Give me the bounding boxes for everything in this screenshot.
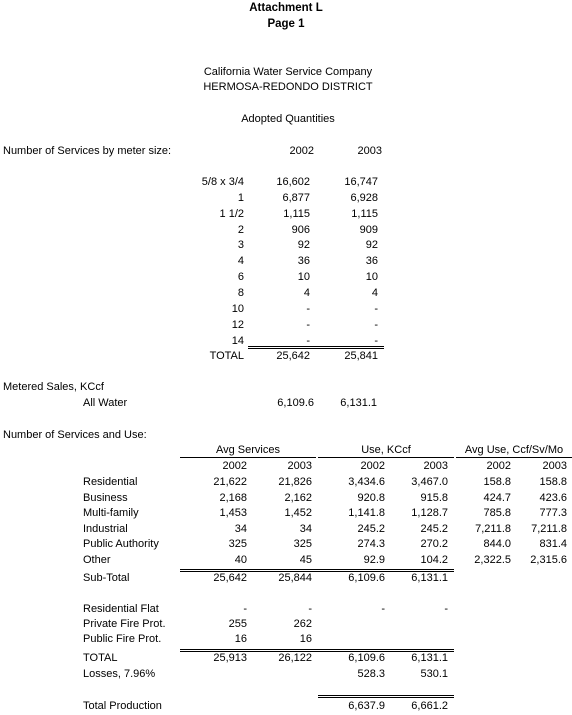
use-row-value: 7,211.8 (475, 523, 511, 535)
meter-size-label: 10 (231, 303, 244, 315)
meter-value-2003: 909 (359, 224, 378, 236)
losses-value-2003: 530.1 (420, 668, 448, 680)
use-row-value: 92.9 (363, 554, 385, 566)
production-value-2002: 6,637.9 (348, 700, 385, 712)
use-row-value: 274.3 (357, 538, 385, 550)
flat-row-label: Private Fire Prot. (83, 618, 166, 630)
flat-row-label: Residential Flat (83, 603, 159, 615)
all-water-label: All Water (83, 397, 128, 409)
flat-row-value: 262 (293, 618, 312, 630)
use-row-value: 2,168 (219, 492, 247, 504)
avg-use-header: Avg Use, Ccf/Sv/Mo (464, 444, 564, 456)
use-row-value: 920.8 (357, 492, 385, 504)
meter-value-2003: 6,928 (350, 192, 378, 204)
avg-services-rule (180, 457, 316, 458)
year-header: 2002 (486, 460, 511, 472)
use-row-value: 21,826 (278, 476, 312, 488)
meter-value-2002: - (306, 335, 310, 347)
year-header: 2002 (222, 460, 247, 472)
meter-value-2002: 1,115 (283, 208, 310, 220)
meter-value-2003: - (374, 319, 378, 331)
meter-value-2002: 92 (297, 239, 310, 251)
use-row-value: 777.3 (539, 507, 567, 519)
use-row-label: Other (83, 554, 111, 566)
attachment-title: Attachment L (249, 2, 323, 14)
meter-value-2003: 4 (371, 287, 378, 299)
district-name: HERMOSA-REDONDO DISTRICT (203, 81, 373, 93)
use-row-value: 3,467.0 (411, 476, 448, 488)
meter-size-label: 2 (237, 224, 244, 236)
use-row-value: 34 (234, 523, 247, 535)
meter-value-2002: - (306, 319, 310, 331)
all-water-2003: 6,131.1 (340, 397, 377, 409)
meter-size-label: 14 (231, 335, 244, 347)
use-row-value: 21,622 (213, 476, 247, 488)
company-name: California Water Service Company (203, 66, 373, 78)
meter-value-2002: - (306, 303, 310, 315)
avg-use-rule (456, 457, 572, 458)
production-rule-1 (318, 695, 454, 696)
use-row-label: Residential (83, 476, 138, 488)
meter-value-2003: 10 (365, 271, 378, 283)
total-value: 6,131.1 (411, 652, 448, 664)
meter-value-2002: 16,602 (276, 176, 310, 188)
meter-total-rule-2 (248, 348, 384, 349)
subtotal-value: 25,642 (213, 572, 247, 584)
use-row-value: 1,453 (219, 507, 247, 519)
subtotal-rule-1 (180, 569, 454, 570)
use-row-value: 2,315.6 (530, 554, 567, 566)
flat-row-value: 16 (234, 633, 247, 645)
meter-value-2002: 10 (297, 271, 310, 283)
flat-row-value: 255 (228, 618, 247, 630)
subtotal-label: Sub-Total (83, 572, 130, 584)
use-row-label: Industrial (83, 523, 128, 535)
use-row-value: 831.4 (539, 538, 567, 550)
all-water-2002: 6,109.6 (277, 397, 314, 409)
meter-total-2003: 25,841 (344, 350, 378, 362)
use-row-value: 2,322.5 (474, 554, 511, 566)
total-value: 6,109.6 (348, 652, 385, 664)
use-row-value: 1,452 (284, 507, 312, 519)
production-label: Total Production (83, 700, 162, 712)
flat-row-value: 16 (299, 633, 312, 645)
meter-year-2002: 2002 (289, 145, 314, 157)
use-row-label: Public Authority (83, 538, 159, 550)
meter-size-label: 8 (237, 287, 244, 299)
use-row-value: 34 (299, 523, 312, 535)
meter-value-2002: 906 (291, 224, 310, 236)
meter-value-2002: 6,877 (282, 192, 310, 204)
use-row-label: Business (83, 492, 128, 504)
meter-value-2002: 4 (303, 287, 310, 299)
meter-value-2003: 36 (365, 255, 378, 267)
use-row-value: 423.6 (539, 492, 567, 504)
subtotal-value: 25,844 (278, 572, 312, 584)
meter-size-label: 1 1/2 (219, 208, 244, 220)
use-row-value: 424.7 (483, 492, 511, 504)
meter-size-label: 6 (237, 271, 244, 283)
use-kccf-rule (318, 457, 454, 458)
year-header: 2003 (542, 460, 567, 472)
use-row-value: 325 (228, 538, 247, 550)
losses-label: Losses, 7.96% (83, 668, 156, 680)
avg-services-header: Avg Services (216, 444, 280, 456)
meter-size-label: 1 (237, 192, 244, 204)
meter-size-label: 3 (237, 239, 244, 251)
use-row-value: 158.8 (483, 476, 511, 488)
flat-row-value: - (381, 603, 385, 615)
total-value: 26,122 (278, 652, 312, 664)
use-row-value: 2,162 (284, 492, 312, 504)
year-header: 2003 (423, 460, 448, 472)
metered-sales-heading: Metered Sales, KCcf (3, 381, 104, 393)
production-value-2003: 6,661.2 (411, 700, 448, 712)
subtotal-value: 6,109.6 (348, 572, 385, 584)
meter-total-2002: 25,642 (276, 350, 310, 362)
meter-size-label: 5/8 x 3/4 (201, 176, 244, 188)
use-row-value: 3,434.6 (348, 476, 385, 488)
meter-value-2003: 1,115 (351, 208, 378, 220)
use-row-value: 158.8 (539, 476, 567, 488)
total-rule-1 (180, 649, 454, 650)
use-row-value: 7,211.8 (531, 523, 567, 535)
losses-value-2002: 528.3 (357, 668, 385, 680)
meter-year-2003: 2003 (357, 145, 382, 157)
use-row-label: Multi-family (83, 507, 139, 519)
year-header: 2003 (287, 460, 312, 472)
use-row-value: 785.8 (483, 507, 511, 519)
use-row-value: 270.2 (420, 538, 448, 550)
meter-value-2003: 92 (365, 239, 378, 251)
use-row-value: 915.8 (420, 492, 448, 504)
use-row-value: 104.2 (420, 554, 448, 566)
services-use-heading: Number of Services and Use: (3, 429, 147, 441)
flat-row-label: Public Fire Prot. (83, 633, 162, 645)
year-header: 2002 (360, 460, 385, 472)
use-row-value: 1,141.8 (348, 507, 385, 519)
page-number: Page 1 (267, 18, 305, 30)
use-row-value: 40 (234, 554, 247, 566)
flat-row-value: - (243, 603, 247, 615)
total-label: TOTAL (83, 652, 118, 664)
use-kccf-header: Use, KCcf (361, 444, 411, 456)
subtitle: Adopted Quantities (241, 113, 335, 125)
meter-value-2003: - (374, 335, 378, 347)
meter-value-2003: 16,747 (344, 176, 378, 188)
meter-value-2002: 36 (297, 255, 310, 267)
flat-row-value: - (308, 603, 312, 615)
total-value: 25,913 (213, 652, 247, 664)
meter-total-label: TOTAL (209, 350, 244, 362)
use-row-value: 1,128.7 (411, 507, 448, 519)
use-row-value: 245.2 (357, 523, 385, 535)
meter-total-rule-1 (248, 346, 384, 347)
subtotal-value: 6,131.1 (411, 572, 448, 584)
meter-section-heading: Number of Services by meter size: (3, 145, 172, 157)
meter-size-label: 4 (237, 255, 244, 267)
use-row-value: 245.2 (420, 523, 448, 535)
meter-size-label: 12 (231, 319, 244, 331)
use-row-value: 844.0 (483, 538, 511, 550)
flat-row-value: - (444, 603, 448, 615)
production-rule-2 (318, 697, 454, 698)
use-row-value: 325 (293, 538, 312, 550)
meter-value-2003: - (374, 303, 378, 315)
use-row-value: 45 (299, 554, 312, 566)
